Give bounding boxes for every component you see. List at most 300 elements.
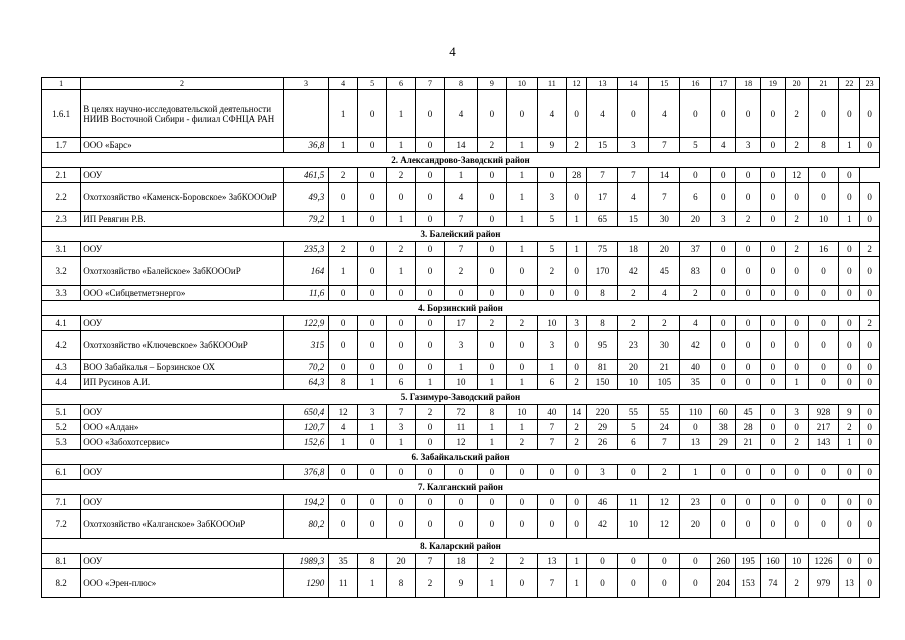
value-cell: 0 bbox=[760, 360, 785, 375]
value-cell: 0 bbox=[839, 90, 860, 138]
value-cell: 0 bbox=[566, 90, 587, 138]
value-cell: 0 bbox=[808, 331, 839, 360]
value-cell: 2 bbox=[566, 420, 587, 435]
area-cell: 120,7 bbox=[283, 420, 328, 435]
value-cell: 6 bbox=[618, 435, 649, 450]
row-number-cell: 5.1 bbox=[42, 405, 81, 420]
value-cell: 0 bbox=[329, 286, 358, 301]
value-cell: 0 bbox=[415, 242, 444, 257]
value-cell: 14 bbox=[444, 138, 477, 153]
value-cell: 29 bbox=[711, 435, 736, 450]
value-cell: 2 bbox=[736, 212, 761, 227]
row-number-cell: 7.1 bbox=[42, 495, 81, 510]
hunting-ground-name-cell: ООУ bbox=[81, 465, 284, 480]
area-cell: 235,3 bbox=[283, 242, 328, 257]
value-cell: 0 bbox=[785, 331, 808, 360]
value-cell: 83 bbox=[680, 257, 711, 286]
hunting-quota-table bbox=[41, 77, 880, 598]
area-cell: 80,2 bbox=[283, 510, 328, 539]
value-cell: 2 bbox=[477, 554, 506, 569]
value-cell: 2 bbox=[444, 257, 477, 286]
hunting-ground-name-cell: ООУ bbox=[81, 168, 284, 183]
value-cell: 0 bbox=[760, 183, 785, 212]
area-cell: 11,6 bbox=[283, 286, 328, 301]
value-cell: 17 bbox=[587, 183, 618, 212]
value-cell: 0 bbox=[358, 90, 387, 138]
value-cell: 0 bbox=[839, 242, 860, 257]
value-cell: 0 bbox=[808, 257, 839, 286]
area-cell: 64,3 bbox=[283, 375, 328, 390]
row-number-cell: 7.2 bbox=[42, 510, 81, 539]
hunting-ground-name-cell: Охотхозяйство «Каменск-Боровское» ЗабКОООиР bbox=[81, 183, 284, 212]
value-cell: 0 bbox=[860, 405, 880, 420]
value-cell: 0 bbox=[736, 242, 761, 257]
value-cell: 0 bbox=[839, 183, 860, 212]
area-cell: 70,2 bbox=[283, 360, 328, 375]
area-cell: 1290 bbox=[283, 569, 328, 598]
value-cell: 1 bbox=[358, 375, 387, 390]
value-cell: 1 bbox=[506, 183, 537, 212]
value-cell: 17 bbox=[444, 316, 477, 331]
column-number-cell: 8 bbox=[444, 78, 477, 90]
value-cell: 0 bbox=[537, 286, 566, 301]
value-cell: 5 bbox=[537, 242, 566, 257]
value-cell: 1 bbox=[506, 242, 537, 257]
value-cell: 0 bbox=[760, 90, 785, 138]
table-row bbox=[42, 331, 880, 360]
district-section-row bbox=[42, 480, 880, 495]
value-cell: 0 bbox=[358, 242, 387, 257]
district-title: 7. Калганский район bbox=[42, 480, 880, 495]
value-cell: 15 bbox=[587, 138, 618, 153]
value-cell: 0 bbox=[415, 286, 444, 301]
value-cell: 0 bbox=[415, 495, 444, 510]
table-row bbox=[42, 405, 880, 420]
value-cell: 0 bbox=[711, 375, 736, 390]
value-cell: 0 bbox=[785, 316, 808, 331]
value-cell: 979 bbox=[808, 569, 839, 598]
value-cell: 1 bbox=[387, 90, 416, 138]
district-section-row bbox=[42, 450, 880, 465]
value-cell: 42 bbox=[618, 257, 649, 286]
column-number-cell: 6 bbox=[387, 78, 416, 90]
value-cell: 1 bbox=[477, 375, 506, 390]
value-cell: 35 bbox=[680, 375, 711, 390]
value-cell: 46 bbox=[587, 495, 618, 510]
value-cell: 0 bbox=[329, 331, 358, 360]
value-cell: 20 bbox=[618, 360, 649, 375]
value-cell: 24 bbox=[649, 420, 680, 435]
value-cell: 2 bbox=[839, 420, 860, 435]
area-cell: 1989,3 bbox=[283, 554, 328, 569]
value-cell: 0 bbox=[785, 257, 808, 286]
value-cell: 40 bbox=[537, 405, 566, 420]
hunting-ground-name-cell: Охотхозяйство «Балейское» ЗабКОООиР bbox=[81, 257, 284, 286]
value-cell: 0 bbox=[785, 510, 808, 539]
value-cell: 20 bbox=[680, 510, 711, 539]
value-cell: 42 bbox=[680, 331, 711, 360]
value-cell: 8 bbox=[329, 375, 358, 390]
hunting-quota-table-container bbox=[41, 77, 880, 598]
value-cell: 45 bbox=[649, 257, 680, 286]
value-cell: 23 bbox=[618, 331, 649, 360]
row-number-cell: 8.2 bbox=[42, 569, 81, 598]
value-cell: 2 bbox=[566, 435, 587, 450]
hunting-ground-name-cell: Охотхозяйство «Калганское» ЗабКОООиР bbox=[81, 510, 284, 539]
value-cell: 0 bbox=[358, 331, 387, 360]
value-cell: 2 bbox=[329, 168, 358, 183]
hunting-ground-name-cell: Охотхозяйство «Ключевское» ЗабКОООиР bbox=[81, 331, 284, 360]
value-cell: 0 bbox=[329, 316, 358, 331]
value-cell: 4 bbox=[444, 183, 477, 212]
value-cell: 1 bbox=[329, 257, 358, 286]
value-cell: 2 bbox=[680, 286, 711, 301]
value-cell: 0 bbox=[506, 495, 537, 510]
value-cell: 7 bbox=[444, 212, 477, 227]
value-cell: 1 bbox=[329, 90, 358, 138]
value-cell: 8 bbox=[358, 554, 387, 569]
value-cell: 3 bbox=[537, 183, 566, 212]
column-number-cell: 17 bbox=[711, 78, 736, 90]
value-cell: 2 bbox=[387, 242, 416, 257]
value-cell: 0 bbox=[444, 286, 477, 301]
value-cell: 0 bbox=[415, 212, 444, 227]
value-cell: 7 bbox=[387, 405, 416, 420]
value-cell: 1 bbox=[477, 420, 506, 435]
value-cell: 45 bbox=[736, 405, 761, 420]
value-cell: 195 bbox=[736, 554, 761, 569]
hunting-ground-name-cell: ООУ bbox=[81, 405, 284, 420]
district-section-row bbox=[42, 539, 880, 554]
value-cell: 3 bbox=[587, 465, 618, 480]
row-number-cell: 1.7 bbox=[42, 138, 81, 153]
value-cell: 0 bbox=[477, 360, 506, 375]
value-cell: 0 bbox=[358, 465, 387, 480]
value-cell: 0 bbox=[711, 331, 736, 360]
value-cell: 2 bbox=[785, 435, 808, 450]
value-cell: 928 bbox=[808, 405, 839, 420]
hunting-ground-name-cell: В целях научно-исследовательской деятельности НИИВ Восточной Сибири - филиал СФНЦА РАН bbox=[81, 90, 284, 138]
table-row bbox=[42, 375, 880, 390]
column-number-cell: 18 bbox=[736, 78, 761, 90]
value-cell: 0 bbox=[618, 569, 649, 598]
value-cell: 6 bbox=[537, 375, 566, 390]
value-cell: 81 bbox=[587, 360, 618, 375]
row-number-cell: 2.3 bbox=[42, 212, 81, 227]
value-cell: 0 bbox=[415, 420, 444, 435]
value-cell: 0 bbox=[329, 183, 358, 212]
value-cell: 0 bbox=[711, 286, 736, 301]
value-cell: 12 bbox=[329, 405, 358, 420]
area-cell: 36,8 bbox=[283, 138, 328, 153]
value-cell: 0 bbox=[415, 360, 444, 375]
value-cell: 30 bbox=[649, 331, 680, 360]
value-cell: 7 bbox=[415, 554, 444, 569]
district-title: 3. Балейский район bbox=[42, 227, 880, 242]
row-number-cell: 5.3 bbox=[42, 435, 81, 450]
value-cell: 1 bbox=[387, 257, 416, 286]
value-cell: 1 bbox=[387, 138, 416, 153]
value-cell: 0 bbox=[760, 212, 785, 227]
page-number: 4 bbox=[449, 44, 456, 59]
value-cell: 0 bbox=[860, 495, 880, 510]
table-row bbox=[42, 435, 880, 450]
value-cell: 20 bbox=[387, 554, 416, 569]
value-cell: 2 bbox=[785, 90, 808, 138]
row-number-cell: 4.3 bbox=[42, 360, 81, 375]
value-cell: 0 bbox=[760, 435, 785, 450]
value-cell: 74 bbox=[760, 569, 785, 598]
column-number-cell: 5 bbox=[358, 78, 387, 90]
value-cell: 1 bbox=[566, 554, 587, 569]
value-cell: 3 bbox=[711, 212, 736, 227]
value-cell: 2 bbox=[566, 138, 587, 153]
value-cell: 1 bbox=[506, 420, 537, 435]
value-cell: 28 bbox=[566, 168, 587, 183]
value-cell: 10 bbox=[618, 510, 649, 539]
value-cell: 0 bbox=[444, 495, 477, 510]
value-cell: 0 bbox=[736, 316, 761, 331]
value-cell: 0 bbox=[736, 90, 761, 138]
value-cell: 0 bbox=[680, 420, 711, 435]
value-cell: 2 bbox=[506, 554, 537, 569]
value-cell: 37 bbox=[680, 242, 711, 257]
value-cell: 2 bbox=[785, 569, 808, 598]
value-cell: 0 bbox=[808, 375, 839, 390]
value-cell: 150 bbox=[587, 375, 618, 390]
value-cell: 12 bbox=[649, 495, 680, 510]
value-cell: 0 bbox=[477, 495, 506, 510]
value-cell: 0 bbox=[506, 331, 537, 360]
hunting-ground-name-cell: ООУ bbox=[81, 495, 284, 510]
value-cell: 5 bbox=[618, 420, 649, 435]
value-cell: 0 bbox=[358, 183, 387, 212]
hunting-ground-name-cell: ООО «Забохотсервис» bbox=[81, 435, 284, 450]
value-cell: 0 bbox=[477, 212, 506, 227]
value-cell: 0 bbox=[680, 554, 711, 569]
value-cell: 11 bbox=[329, 569, 358, 598]
column-number-cell: 21 bbox=[808, 78, 839, 90]
value-cell: 0 bbox=[506, 257, 537, 286]
value-cell: 10 bbox=[537, 316, 566, 331]
value-cell: 3 bbox=[566, 316, 587, 331]
value-cell: 1 bbox=[506, 138, 537, 153]
area-cell: 164 bbox=[283, 257, 328, 286]
value-cell: 0 bbox=[587, 554, 618, 569]
value-cell: 11 bbox=[444, 420, 477, 435]
value-cell: 0 bbox=[358, 435, 387, 450]
value-cell: 1 bbox=[477, 435, 506, 450]
value-cell: 0 bbox=[711, 242, 736, 257]
table-row bbox=[42, 465, 880, 480]
row-number-cell: 4.4 bbox=[42, 375, 81, 390]
value-cell: 7 bbox=[444, 242, 477, 257]
value-cell: 0 bbox=[618, 90, 649, 138]
value-cell: 2 bbox=[649, 465, 680, 480]
value-cell: 0 bbox=[477, 168, 506, 183]
district-title: 4. Борзинский район bbox=[42, 301, 880, 316]
table-row bbox=[42, 316, 880, 331]
value-cell: 16 bbox=[808, 242, 839, 257]
value-cell: 6 bbox=[387, 375, 416, 390]
value-cell: 1226 bbox=[808, 554, 839, 569]
value-cell: 0 bbox=[785, 286, 808, 301]
value-cell: 0 bbox=[387, 495, 416, 510]
value-cell: 0 bbox=[387, 286, 416, 301]
column-number-cell: 12 bbox=[566, 78, 587, 90]
value-cell: 1 bbox=[329, 435, 358, 450]
value-cell: 2 bbox=[477, 316, 506, 331]
column-number-cell: 2 bbox=[81, 78, 284, 90]
row-number-cell: 3.1 bbox=[42, 242, 81, 257]
value-cell: 2 bbox=[649, 316, 680, 331]
value-cell: 1 bbox=[506, 168, 537, 183]
value-cell: 0 bbox=[618, 465, 649, 480]
value-cell: 0 bbox=[839, 286, 860, 301]
value-cell: 0 bbox=[808, 316, 839, 331]
value-cell: 0 bbox=[387, 360, 416, 375]
district-section-row bbox=[42, 390, 880, 405]
value-cell: 0 bbox=[760, 465, 785, 480]
district-section-row bbox=[42, 227, 880, 242]
value-cell: 0 bbox=[566, 183, 587, 212]
value-cell: 0 bbox=[711, 168, 736, 183]
row-number-cell: 4.2 bbox=[42, 331, 81, 360]
value-cell: 8 bbox=[587, 316, 618, 331]
value-cell: 0 bbox=[839, 465, 860, 480]
value-cell: 0 bbox=[537, 510, 566, 539]
column-number-cell: 19 bbox=[760, 78, 785, 90]
value-cell: 4 bbox=[649, 90, 680, 138]
value-cell: 0 bbox=[566, 331, 587, 360]
value-cell: 2 bbox=[415, 569, 444, 598]
value-cell: 0 bbox=[736, 168, 761, 183]
row-number-cell: 2.1 bbox=[42, 168, 81, 183]
row-number-cell: 6.1 bbox=[42, 465, 81, 480]
value-cell: 14 bbox=[566, 405, 587, 420]
row-number-cell: 1.6.1 bbox=[42, 90, 81, 138]
value-cell: 0 bbox=[736, 510, 761, 539]
value-cell: 13 bbox=[680, 435, 711, 450]
column-number-cell: 23 bbox=[860, 78, 880, 90]
value-cell: 3 bbox=[785, 405, 808, 420]
hunting-ground-name-cell: ООО «Эрен-плюс» bbox=[81, 569, 284, 598]
value-cell: 0 bbox=[387, 316, 416, 331]
value-cell: 0 bbox=[566, 510, 587, 539]
value-cell: 0 bbox=[477, 90, 506, 138]
value-cell: 2 bbox=[785, 242, 808, 257]
value-cell: 0 bbox=[566, 257, 587, 286]
area-cell: 315 bbox=[283, 331, 328, 360]
value-cell: 153 bbox=[736, 569, 761, 598]
value-cell: 1 bbox=[329, 138, 358, 153]
value-cell: 1 bbox=[839, 212, 860, 227]
value-cell: 4 bbox=[329, 420, 358, 435]
district-section-row bbox=[42, 301, 880, 316]
value-cell: 0 bbox=[444, 465, 477, 480]
value-cell: 0 bbox=[387, 331, 416, 360]
value-cell: 0 bbox=[711, 465, 736, 480]
value-cell: 7 bbox=[649, 183, 680, 212]
value-cell: 0 bbox=[860, 375, 880, 390]
value-cell: 8 bbox=[387, 569, 416, 598]
value-cell: 4 bbox=[537, 90, 566, 138]
value-cell: 0 bbox=[358, 168, 387, 183]
table-row bbox=[42, 554, 880, 569]
value-cell: 0 bbox=[839, 510, 860, 539]
table-row bbox=[42, 138, 880, 153]
value-cell: 0 bbox=[566, 465, 587, 480]
value-cell: 0 bbox=[860, 554, 880, 569]
table-row bbox=[42, 569, 880, 598]
value-cell: 10 bbox=[785, 554, 808, 569]
value-cell: 0 bbox=[358, 360, 387, 375]
value-cell: 143 bbox=[808, 435, 839, 450]
table-row bbox=[42, 510, 880, 539]
value-cell: 0 bbox=[415, 331, 444, 360]
value-cell: 0 bbox=[358, 495, 387, 510]
row-number-cell: 5.2 bbox=[42, 420, 81, 435]
value-cell: 0 bbox=[387, 183, 416, 212]
value-cell: 4 bbox=[649, 286, 680, 301]
value-cell: 3 bbox=[444, 331, 477, 360]
value-cell: 8 bbox=[477, 405, 506, 420]
row-number-cell: 3.3 bbox=[42, 286, 81, 301]
value-cell: 0 bbox=[760, 331, 785, 360]
value-cell: 0 bbox=[711, 495, 736, 510]
value-cell: 0 bbox=[860, 420, 880, 435]
value-cell: 65 bbox=[587, 212, 618, 227]
column-number-header-row bbox=[42, 78, 880, 90]
table-row bbox=[42, 495, 880, 510]
value-cell: 0 bbox=[618, 554, 649, 569]
row-number-cell: 2.2 bbox=[42, 183, 81, 212]
value-cell: 0 bbox=[506, 360, 537, 375]
value-cell: 0 bbox=[839, 257, 860, 286]
value-cell: 9 bbox=[537, 138, 566, 153]
value-cell: 2 bbox=[566, 375, 587, 390]
value-cell: 35 bbox=[329, 554, 358, 569]
value-cell: 0 bbox=[477, 183, 506, 212]
area-cell: 194,2 bbox=[283, 495, 328, 510]
value-cell: 0 bbox=[860, 257, 880, 286]
district-section-row bbox=[42, 153, 880, 168]
value-cell: 204 bbox=[711, 569, 736, 598]
area-cell: 461,5 bbox=[283, 168, 328, 183]
value-cell: 1 bbox=[506, 212, 537, 227]
value-cell: 72 bbox=[444, 405, 477, 420]
value-cell: 0 bbox=[711, 510, 736, 539]
value-cell: 0 bbox=[415, 90, 444, 138]
value-cell: 0 bbox=[785, 465, 808, 480]
value-cell: 0 bbox=[760, 510, 785, 539]
district-title: 6. Забайкальский район bbox=[42, 450, 880, 465]
value-cell: 2 bbox=[506, 435, 537, 450]
value-cell: 13 bbox=[839, 569, 860, 598]
value-cell: 11 bbox=[618, 495, 649, 510]
value-cell: 0 bbox=[358, 212, 387, 227]
value-cell: 0 bbox=[415, 257, 444, 286]
value-cell: 0 bbox=[587, 569, 618, 598]
value-cell: 0 bbox=[477, 331, 506, 360]
value-cell: 1 bbox=[329, 212, 358, 227]
value-cell: 5 bbox=[680, 138, 711, 153]
value-cell: 3 bbox=[618, 138, 649, 153]
value-cell: 0 bbox=[760, 138, 785, 153]
value-cell: 10 bbox=[618, 375, 649, 390]
district-title: 2. Александрово-Заводский район bbox=[42, 153, 880, 168]
hunting-ground-name-cell: ООУ bbox=[81, 242, 284, 257]
